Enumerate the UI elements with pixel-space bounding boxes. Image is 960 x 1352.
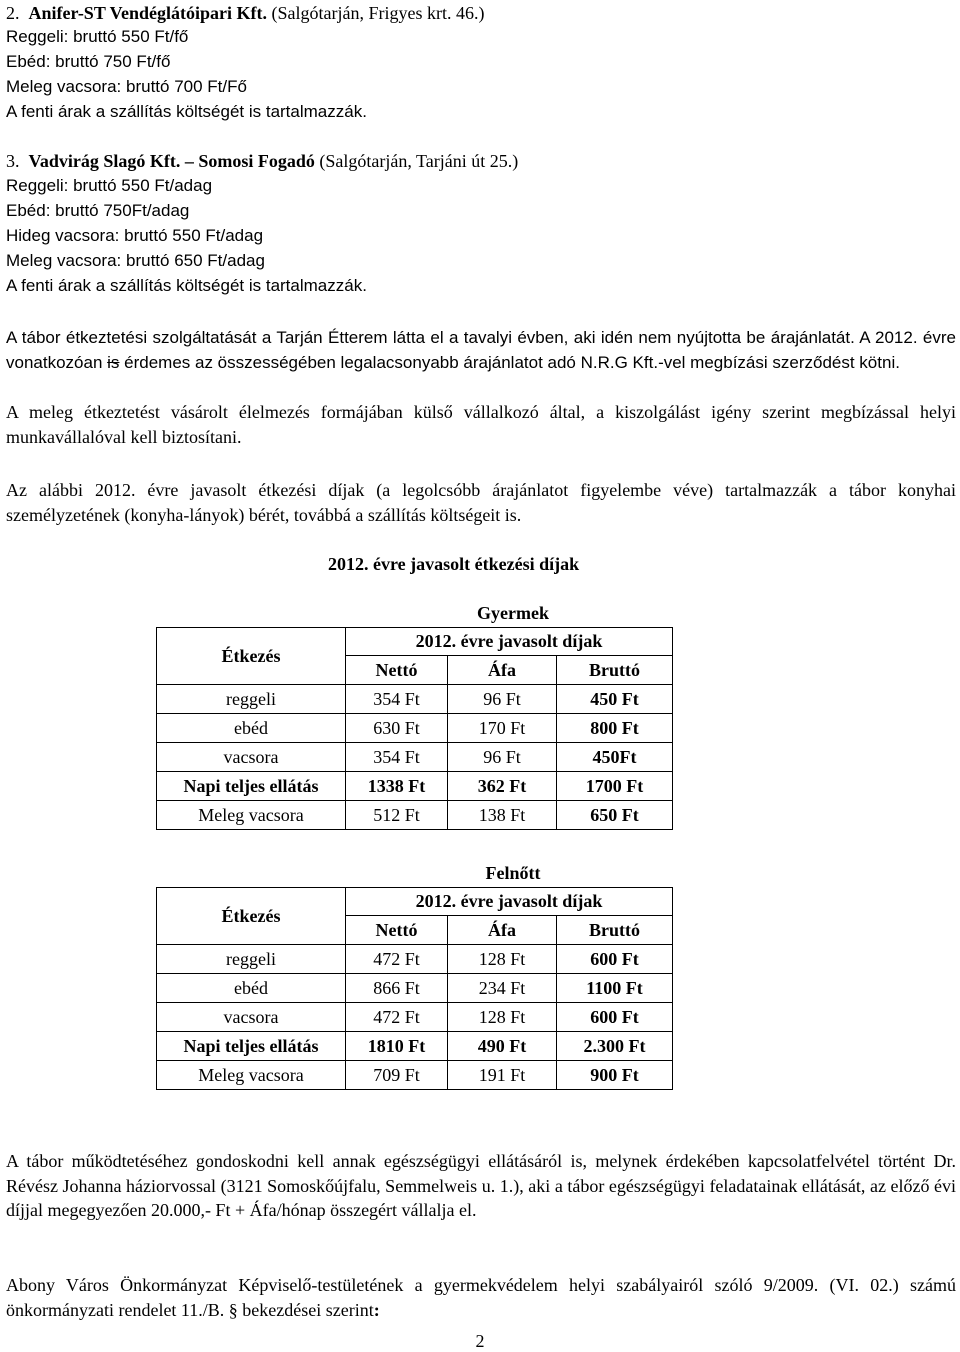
table-group-label: Gyermek [477, 603, 549, 623]
fees-table-child [156, 627, 673, 830]
col-header-net: Nettó [346, 656, 448, 685]
col-header-vat: Áfa [448, 656, 557, 685]
table-row: vacsora 354 Ft 96 Ft 450Ft [157, 743, 673, 772]
table-row-total: Napi teljes ellátás 1810 Ft 490 Ft 2.300 Ft [157, 1032, 673, 1061]
table-group-label: Felnőtt [485, 863, 541, 883]
section-2-heading: 2. Anifer-ST Vendéglátóipari Kft. (Salgótarján, Frigyes krt. 46.) [6, 3, 485, 23]
section-2-line: Reggeli: bruttó 550 Ft/fő [6, 27, 189, 46]
col-header-net: Nettó [346, 916, 448, 945]
table-row: Meleg vacsora 709 Ft 191 Ft 900 Ft [157, 1061, 673, 1090]
company-name: Vadvirág Slagó Kft. [28, 151, 181, 171]
page-number: 2 [475, 1331, 485, 1351]
section-3-line: Reggeli: bruttó 550 Ft/adag [6, 176, 213, 195]
table-row: vacsora 472 Ft 128 Ft 600 Ft [157, 1003, 673, 1032]
table-row: reggeli 354 Ft 96 Ft 450 Ft [157, 685, 673, 714]
struck-word: is [107, 352, 120, 372]
table-row: ebéd 866 Ft 234 Ft 1100 Ft [157, 974, 673, 1003]
col-header-gross: Bruttó [557, 916, 673, 945]
col-header-vat: Áfa [448, 916, 557, 945]
regulation-paragraph: Abony Város Önkormányzat Képviselő-testületének a gyermekvédelem helyi szabályairól szóló 9/2009. (VI. 02.) számú önkormányzati rendelet 11./B. § bekezdései szerint: [6, 1275, 956, 1320]
fees-intro-paragraph: Az alábbi 2012. évre javasolt étkezési díjak (a legolcsóbb árajánlatot figyelembe véve) tartalmazzák a tábor konyhai személyzetének (konyha-lányok) bérét, továbbá a szállítás költségeit is. [6, 480, 956, 525]
venue-name: – Somosi Fogadó [184, 151, 315, 171]
company-name: Anifer-ST Vendéglátóipari Kft. [28, 3, 268, 23]
catering-paragraph: A tábor étkeztetési szolgáltatását a Tarján Étterem látta el a tavalyi évben, aki idén nem nyújtotta be árajánlatát. A 2012. évre vonatkozóan is érdemes az összességében legalacsonyabb árajánlatot adó N.R.G Kft.-vel megbízási szerződést kötni. [6, 328, 956, 372]
table-row: ebéd 630 Ft 170 Ft 800 Ft [157, 714, 673, 743]
table-row: Meleg vacsora 512 Ft 138 Ft 650 Ft [157, 801, 673, 830]
fees-title: 2012. évre javasolt étkezési díjak [328, 554, 580, 574]
table-row: reggeli 472 Ft 128 Ft 600 Ft [157, 945, 673, 974]
section-2-line: A fenti árak a szállítás költségét is tartalmazzák. [6, 102, 367, 121]
section-3-line: Hideg vacsora: bruttó 550 Ft/adag [6, 226, 264, 245]
section-3-line: A fenti árak a szállítás költségét is tartalmazzák. [6, 276, 367, 295]
col-header-gross: Bruttó [557, 656, 673, 685]
health-care-paragraph: A tábor működtetéséhez gondoskodni kell annak egészségügyi ellátásáról is, melynek érdekében kapcsolatfelvétel történt Dr. Révész Johanna háziorvossal (3121 Somoskőújfalu, Semmelweis u. 1.), aki a tábor egészségügyi feladatainak ellátását, az előző évi díjjal megegyezően 20.000,- Ft + Áfa/hónap összegért vállalja el. [6, 1151, 956, 1220]
section-2-line: Meleg vacsora: bruttó 700 Ft/Fő [6, 77, 247, 96]
section-3-heading: 3. Vadvirág Slagó Kft. – Somosi Fogadó (Salgótarján, Tarjáni út 25.) [6, 151, 519, 171]
hot-meal-paragraph: A meleg étkeztetést vásárolt élelmezés formájában külső vállalkozó által, a kiszolgálást igény szerint megbízással helyi munkavállalóval kell biztosítani. [6, 402, 956, 447]
table-row-total: Napi teljes ellátás 1338 Ft 362 Ft 1700 Ft [157, 772, 673, 801]
section-2-line: Ebéd: bruttó 750 Ft/fő [6, 52, 171, 71]
fees-table-adult [156, 887, 673, 1090]
section-3-line: Ebéd: bruttó 750Ft/adag [6, 201, 190, 220]
table-subheading: 2012. évre javasolt díjak [346, 888, 673, 916]
meal-header: Étkezés [157, 888, 346, 945]
section-3-line: Meleg vacsora: bruttó 650 Ft/adag [6, 251, 265, 270]
meal-header: Étkezés [157, 628, 346, 685]
table-subheading: 2012. évre javasolt díjak [346, 628, 673, 656]
